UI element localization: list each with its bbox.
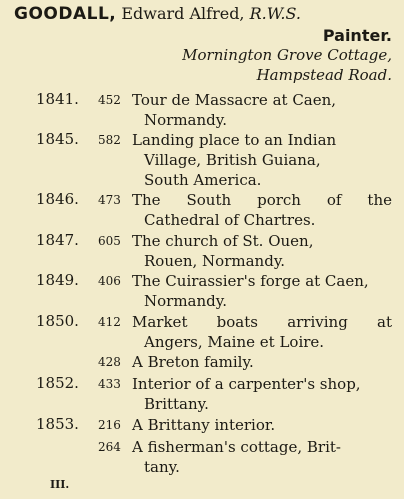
exhibit-title bbox=[132, 271, 392, 311]
exhibit-title-line: Interior of a carpenter's shop, bbox=[132, 375, 361, 393]
address-line-1: Mornington Grove Cottage, bbox=[182, 46, 392, 64]
exhibit-title-line: Landing place to an Indian bbox=[132, 131, 337, 149]
exhibit-title-line: A Breton family. bbox=[132, 353, 254, 371]
exhibit-year: 1852. bbox=[36, 374, 79, 392]
exhibit-title-line: Brittany. bbox=[144, 395, 209, 413]
exhibit-number: 605 bbox=[98, 234, 121, 248]
exhibit-number: 473 bbox=[98, 193, 121, 207]
exhibit-title-line: Rouen, Normandy. bbox=[144, 252, 286, 270]
exhibit-year: 1849. bbox=[36, 271, 79, 289]
exhibit-title-line: tany. bbox=[144, 458, 180, 476]
exhibit-number: 582 bbox=[98, 133, 121, 147]
exhibit-title-line: The church of St. Ouen, bbox=[132, 232, 314, 250]
exhibit-title-line: Village, British Guiana, bbox=[144, 151, 321, 169]
exhibit-title-line: A Brittany interior. bbox=[132, 416, 276, 434]
exhibit-title bbox=[132, 437, 392, 477]
exhibit-year: 1845. bbox=[36, 130, 79, 148]
exhibit-title-line: The South porch of the bbox=[132, 191, 392, 209]
exhibit-title bbox=[132, 231, 392, 271]
exhibit-title-line: The Cuirassier's forge at Caen, bbox=[132, 272, 369, 290]
exhibit-title bbox=[132, 312, 392, 352]
exhibit-year: 1853. bbox=[36, 415, 79, 433]
exhibit-title bbox=[132, 374, 392, 414]
artist-surname: GOODALL, bbox=[14, 4, 117, 24]
exhibit-year: 1841. bbox=[36, 90, 79, 108]
exhibit-title bbox=[132, 352, 392, 372]
exhibit-number: 452 bbox=[98, 93, 121, 107]
exhibit-title-line: South America. bbox=[144, 171, 262, 189]
exhibit-title bbox=[132, 190, 392, 230]
exhibit-title-line: Cathedral of Chartres. bbox=[144, 211, 316, 229]
exhibit-number: 406 bbox=[98, 274, 121, 288]
exhibit-number: 264 bbox=[98, 440, 121, 454]
exhibit-number: 428 bbox=[98, 355, 121, 369]
exhibit-title-line: Tour de Massacre at Caen, bbox=[132, 91, 337, 109]
exhibit-title bbox=[132, 415, 392, 435]
exhibit-number: 433 bbox=[98, 377, 121, 391]
exhibit-title bbox=[132, 90, 392, 130]
exhibit-year: 1846. bbox=[36, 190, 79, 208]
exhibit-number: 216 bbox=[98, 418, 121, 432]
artist-society: R.W.S. bbox=[249, 4, 301, 23]
exhibit-year: 1847. bbox=[36, 231, 79, 249]
address-line-2: Hampstead Road. bbox=[256, 66, 392, 84]
exhibit-title bbox=[132, 130, 392, 190]
exhibit-year: 1850. bbox=[36, 312, 79, 330]
artist-profession: Painter. bbox=[322, 26, 392, 45]
exhibit-title-line: Angers, Maine et Loire. bbox=[144, 333, 325, 351]
exhibit-title-line: A fisherman's cottage, Brit- bbox=[132, 438, 341, 456]
page-number: III. bbox=[50, 478, 70, 491]
exhibit-title-line: Market boats arriving at bbox=[132, 313, 392, 331]
exhibit-number: 412 bbox=[98, 315, 121, 329]
exhibit-title-line: Normandy. bbox=[144, 292, 228, 310]
exhibit-title-line: Normandy. bbox=[144, 111, 228, 129]
artist-given-names: Edward Alfred, bbox=[121, 4, 245, 23]
